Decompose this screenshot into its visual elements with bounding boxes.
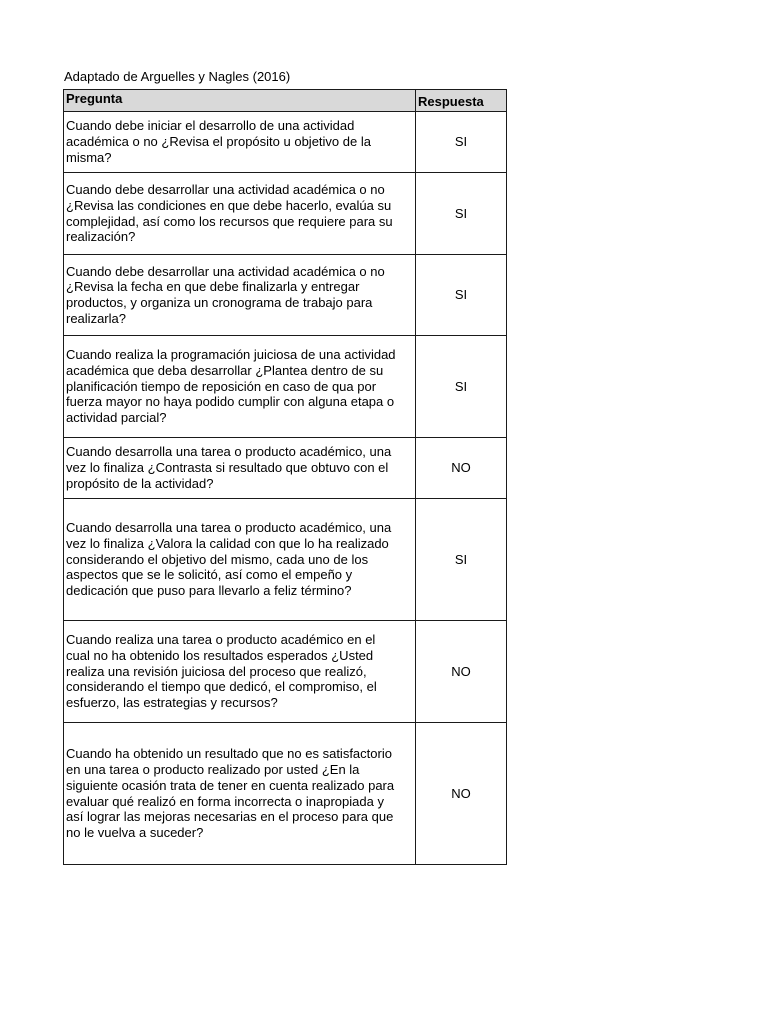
column-header-respuesta: Respuesta — [416, 90, 507, 112]
table-row — [64, 336, 507, 438]
table-caption: Adaptado de Arguelles y Nagles (2016) — [64, 69, 291, 84]
answer-cell: SI — [416, 255, 507, 336]
question-cell: Cuando debe desarrollar una actividad académica o no ¿Revisa las condiciones en que debe hacerlo, evalúa su complejidad, así como los recursos que requiere para su realización? — [64, 173, 416, 255]
question-cell: Cuando realiza una tarea o producto académico en el cual no ha obtenido los resultados esperados ¿Usted realiza una revisión juiciosa del proceso que realizó, considerando el tiempo que dedicó, el compromiso, el esfuerzo, las estrategias y recursos? — [64, 621, 416, 723]
table-row — [64, 723, 507, 865]
table-row — [64, 173, 507, 255]
answer-cell: NO — [416, 621, 507, 723]
questionnaire-table — [63, 89, 507, 865]
table-row — [64, 112, 507, 173]
question-cell: Cuando debe iniciar el desarrollo de una actividad académica o no ¿Revisa el propósito u objetivo de la misma? — [64, 112, 416, 173]
table-header-row — [64, 90, 507, 112]
table-row — [64, 621, 507, 723]
question-cell: Cuando desarrolla una tarea o producto académico, una vez lo finaliza ¿Valora la calidad con que lo ha realizado considerando el objetivo del mismo, cada uno de los aspectos que se le solicitó, así como el empeño y dedicación que puso para llevarlo a feliz término? — [64, 499, 416, 621]
question-cell: Cuando realiza la programación juiciosa de una actividad académica que deba desarrollar ¿Plantea dentro de su planificación tiempo de reposición en caso de qua por fuerza mayor no haya podido cumplir con alguna etapa o actividad parcial? — [64, 336, 416, 438]
answer-cell: SI — [416, 499, 507, 621]
table-row — [64, 438, 507, 499]
answer-cell: SI — [416, 173, 507, 255]
table-row — [64, 499, 507, 621]
table-row — [64, 255, 507, 336]
column-header-pregunta: Pregunta — [64, 90, 416, 112]
question-cell: Cuando desarrolla una tarea o producto académico, una vez lo finaliza ¿Contrasta si resultado que obtuvo con el propósito de la actividad? — [64, 438, 416, 499]
answer-cell: NO — [416, 438, 507, 499]
answer-cell: SI — [416, 112, 507, 173]
answer-cell: NO — [416, 723, 507, 865]
question-cell: Cuando ha obtenido un resultado que no es satisfactorio en una tarea o producto realizado por usted ¿En la siguiente ocasión trata de tener en cuenta realizado para evaluar qué realizó en forma incorrecta o inapropiada y así lograr las mejoras necesarias en el proceso para que no le vuelva a suceder? — [64, 723, 416, 865]
question-cell: Cuando debe desarrollar una actividad académica o no ¿Revisa la fecha en que debe finalizarla y entregar productos, y organiza un cronograma de trabajo para realizarla? — [64, 255, 416, 336]
answer-cell: SI — [416, 336, 507, 438]
